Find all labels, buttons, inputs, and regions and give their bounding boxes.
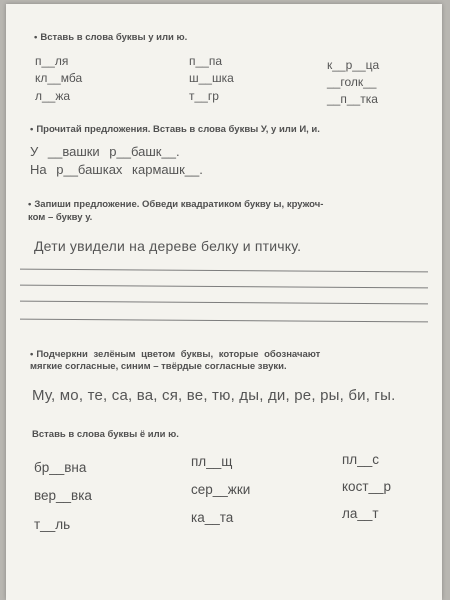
section5-word: вер__вка [34,488,92,503]
writing-line [20,319,428,323]
worksheet-page [6,4,442,600]
section4-instruction-text: Подчеркни зелёным цветом буквы, которые обозначают [36,349,321,360]
section4-instruction-line2: мягкие согласные, синим – твёрдые согласные звуки. [30,361,287,372]
section5-word: ка__та [191,510,234,525]
section3-sentence: Дети увидели на дереве белку и птичку. [34,238,302,254]
section1-word: п__па [189,54,223,68]
writing-line [20,269,428,273]
section2-instruction-text: Прочитай предложения. Вставь в слова буквы У, у или И, и. [36,124,320,135]
section5-word: бр__вна [34,460,87,475]
section1-word: к__р__ца [327,58,380,72]
section5-word: пл__щ [191,454,233,469]
section5-word: ла__т [342,506,379,521]
section5-word: кост__р [342,479,392,494]
section1-word: п__ля [35,54,69,68]
section1-word: __п__тка [327,92,378,106]
section1-instruction-text: Вставь в слова буквы у или ю. [40,32,188,43]
section1-word: л__жа [35,89,71,103]
section5-word: сер__жки [191,482,251,497]
section1-word: __голк__ [327,75,377,89]
section4-syllables: Му, мо, те, са, ва, ся, ве, тю, ды, ди, ре, ры, би, гы. [32,387,396,404]
section3-instruction-line2: ком – букву у. [28,212,93,223]
section1-word: кл__мба [35,71,83,85]
writing-line [20,301,428,305]
writing-line [20,285,428,289]
section5-instruction: Вставь в слова буквы ё или ю. [32,429,179,440]
section1-word: ш__шка [189,71,234,85]
section3-instruction-line1: • Запиши предложение. Обведи квадратиком букву ы, кружоч- [28,199,324,210]
section4-instruction-line1: • Подчеркни зелёным цветом буквы, которые обозначают [30,349,321,360]
section2-instruction: • Прочитай предложения. Вставь в слова буквы У, у или И, и. [30,124,320,135]
section1-word: т__гр [189,89,219,103]
section2-sentence-1: У __вашки р__башк__. [30,144,180,159]
section3-instruction-text: Запиши предложение. Обведи квадратиком букву ы, кружоч- [34,199,324,210]
section1-instruction: • Вставь в слова буквы у или ю. [34,32,188,43]
section5-word: пл__с [342,452,379,467]
section2-sentence-2: На р__башках кармашк__. [30,162,203,177]
section5-word: т__ль [34,517,71,532]
